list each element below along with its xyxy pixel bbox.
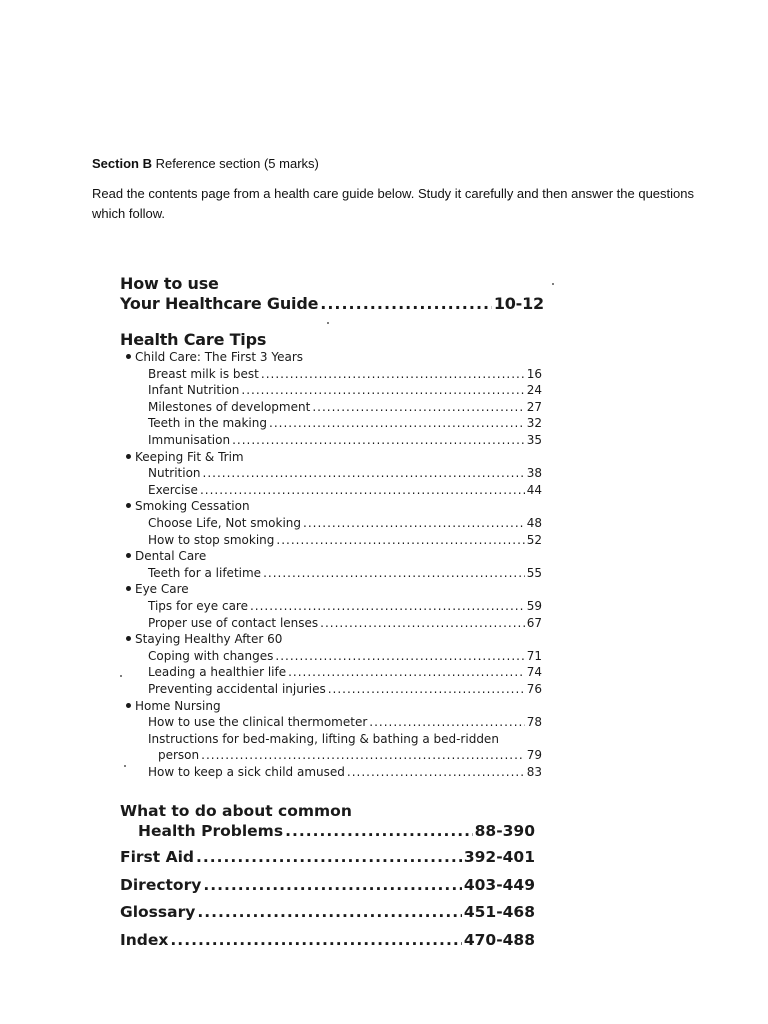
how-to-use-line1: How to use: [120, 274, 219, 293]
toc-entry: [148, 383, 542, 397]
toc-entry-page: 392-401: [463, 848, 535, 866]
toc-category: [126, 632, 282, 646]
toc-category: [126, 499, 250, 513]
toc-entry: [148, 483, 542, 497]
toc-category: [126, 582, 189, 596]
bullet-icon: [126, 636, 131, 641]
section-heading: [92, 154, 712, 174]
toc-entry-label: Choose Life, Not smoking: [148, 516, 301, 530]
toc-entry-label: Leading a healthier life: [148, 665, 287, 680]
toc-entry-label: How to use the clinical thermometer: [148, 715, 368, 730]
toc-entry-page: 403-449: [463, 876, 535, 894]
toc-entry-page: 74: [526, 665, 542, 680]
toc-entry-label: First Aid: [120, 848, 194, 866]
toc-entry: [148, 566, 542, 580]
bullet-icon: [126, 703, 131, 708]
tips-heading: Health Care Tips: [120, 330, 267, 349]
toc-entry-label: Breast milk is best: [148, 366, 259, 381]
toc-entry: [148, 616, 542, 630]
toc-entry: [148, 516, 542, 530]
toc-entry: [148, 367, 542, 381]
toc-entry: [148, 533, 542, 547]
instructions-text: Read the contents page from a health care guide below. Study it carefully and then answer the questions which follow.: [92, 186, 694, 221]
toc-category-title: Staying Healthy After 60: [135, 632, 283, 647]
section-label: Section B: [92, 156, 152, 171]
toc-entry-page: 76: [526, 682, 542, 696]
toc-category: [126, 699, 221, 713]
bullet-icon: [126, 503, 131, 508]
toc-entry: [148, 715, 542, 729]
toc-entry-index: [120, 931, 535, 949]
toc-entry-page: 27: [526, 399, 542, 414]
toc-entry: [148, 649, 542, 663]
toc-entry: [148, 433, 542, 447]
bullet-icon: [126, 553, 131, 558]
toc-entry-page: 24: [526, 383, 542, 398]
toc-entry-page: 52: [526, 532, 542, 547]
toc-entry-page: 451-468: [463, 903, 535, 921]
toc-entry-label: Nutrition: [148, 466, 201, 481]
toc-entry-page: 55: [526, 565, 542, 580]
toc-entry: [148, 765, 542, 779]
toc-entry-label: Milestones of development: [148, 399, 311, 414]
scan-speck: [120, 675, 122, 677]
bullet-icon: [126, 354, 131, 359]
toc-entry-label: Coping with changes: [148, 648, 274, 663]
scan-speck: [124, 765, 126, 767]
toc-entry-page: 35: [526, 433, 542, 447]
toc-entry-how-to-use: [120, 294, 544, 313]
scan-speck: [552, 283, 554, 285]
toc-entry-label: Glossary: [120, 903, 196, 921]
toc-entry-label: Health Problems: [138, 822, 284, 840]
toc-entry-label: How to stop smoking: [148, 532, 275, 547]
toc-category: [126, 450, 244, 464]
toc-entry-page: 78: [526, 715, 542, 730]
toc-entry-page: 71: [526, 648, 542, 663]
toc-entry-label: Proper use of contact lenses: [148, 615, 319, 630]
toc-entry-glossary: [120, 903, 535, 921]
toc-entry-label-line1: Instructions for bed-making, lifting & bathing a bed-ridden: [148, 731, 499, 746]
toc-entry: [158, 748, 542, 762]
toc-entry-page: 16: [526, 366, 542, 381]
toc-entry-page: 10-12: [493, 294, 544, 313]
toc-entry-label: Directory: [120, 876, 202, 894]
toc-entry-page: 79: [526, 748, 542, 763]
toc-entry-label: person: [158, 748, 200, 763]
bullet-icon: [126, 586, 131, 591]
scan-speck: [327, 322, 329, 324]
toc-entry: [148, 682, 542, 696]
toc-entry-label: Preventing accidental injuries: [148, 682, 326, 696]
common-problems-line1: What to do about common: [120, 802, 352, 820]
toc-entry-label: Your Healthcare Guide: [120, 294, 319, 313]
toc-entry-page: 83: [526, 765, 542, 779]
toc-entry-page: 67: [526, 615, 542, 630]
toc-category-title: Home Nursing: [135, 698, 221, 713]
toc-entry-label: Exercise: [148, 482, 198, 497]
section-description: Reference section (5 marks): [151, 156, 319, 171]
toc-entry-page: 32: [526, 416, 542, 431]
toc-category-title: Smoking Cessation: [135, 499, 250, 514]
toc-category: [126, 350, 303, 364]
toc-entry-page: 48: [526, 516, 542, 530]
toc-category: [126, 549, 206, 563]
toc-category-title: Eye Care: [135, 582, 189, 597]
toc-entry-label: Teeth in the making: [148, 416, 267, 431]
toc-entry: [148, 599, 542, 613]
toc-entry-page: 59: [526, 599, 542, 613]
toc-entry-page: 44: [526, 482, 542, 497]
toc-entry: [148, 416, 542, 430]
toc-entry-label: Immunisation: [148, 433, 231, 447]
toc-entry-label: How to keep a sick child amused: [148, 765, 345, 779]
toc-entry-first-aid: [120, 848, 535, 866]
toc-entry-directory: [120, 876, 535, 894]
toc-entry-label: Teeth for a lifetime: [148, 565, 262, 580]
toc-entry-common-problems: [138, 822, 535, 840]
toc-entry-label: Infant Nutrition: [148, 383, 240, 398]
toc-entry: [148, 466, 542, 480]
toc-entry-page: 88-390: [474, 822, 535, 840]
toc-entry-page: 38: [526, 466, 542, 481]
toc-entry-page: 470-488: [463, 931, 535, 949]
toc-entry: [148, 400, 542, 414]
toc-category-title: Keeping Fit & Trim: [135, 449, 244, 464]
toc-entry-label: Index: [120, 931, 169, 949]
contents-page-image: [118, 270, 548, 960]
toc-entry: [148, 665, 542, 679]
bullet-icon: [126, 454, 131, 459]
toc-entry-label: Tips for eye care: [148, 599, 248, 613]
toc-category-title: Dental Care: [135, 549, 207, 564]
toc-category-title: Child Care: The First 3 Years: [135, 350, 304, 364]
